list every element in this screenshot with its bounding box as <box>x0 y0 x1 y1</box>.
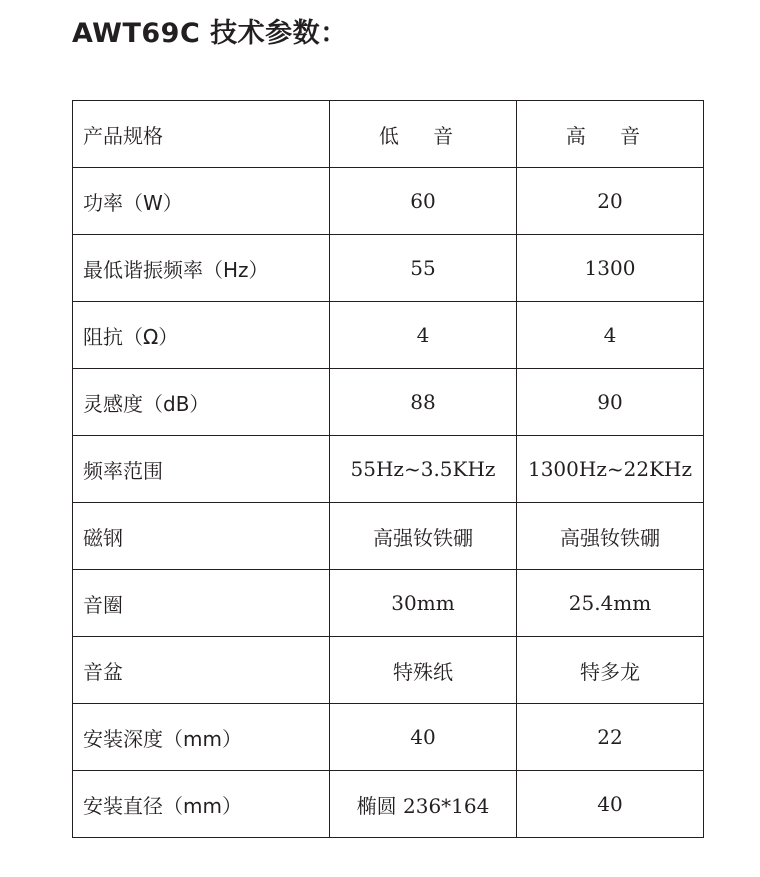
table-row <box>73 637 704 704</box>
low-value: 88 <box>330 369 517 436</box>
row-label: 磁钢 <box>73 503 330 570</box>
high-value: 90 <box>517 369 704 436</box>
low-value: 60 <box>330 168 517 235</box>
high-value: 特多龙 <box>517 637 704 704</box>
row-label: 频率范围 <box>73 436 330 503</box>
table-row <box>73 302 704 369</box>
spec-table <box>72 100 704 838</box>
row-label: 最低谐振频率（Hz） <box>73 235 330 302</box>
high-value: 25.4mm <box>517 570 704 637</box>
row-label: 灵感度（dB） <box>73 369 330 436</box>
table-row <box>73 436 704 503</box>
low-value: 55Hz~3.5KHz <box>330 436 517 503</box>
high-value: 1300Hz~22KHz <box>517 436 704 503</box>
high-value: 20 <box>517 168 704 235</box>
header-label-cell: 产品规格 <box>73 101 330 168</box>
table-header-row <box>73 101 704 168</box>
low-value: 椭圆 236*164 <box>330 771 517 838</box>
high-value: 22 <box>517 704 704 771</box>
row-label: 功率（W） <box>73 168 330 235</box>
table-row <box>73 503 704 570</box>
table-row <box>73 235 704 302</box>
low-value: 特殊纸 <box>330 637 517 704</box>
high-value: 4 <box>517 302 704 369</box>
row-label: 安装直径（mm） <box>73 771 330 838</box>
header-low-cell: 低 音 <box>330 101 517 168</box>
table-row <box>73 168 704 235</box>
low-value: 4 <box>330 302 517 369</box>
table-row <box>73 369 704 436</box>
page-title: AWT69C 技术参数： <box>72 18 348 49</box>
high-value: 40 <box>517 771 704 838</box>
low-value: 40 <box>330 704 517 771</box>
table-row <box>73 771 704 838</box>
row-label: 安装深度（mm） <box>73 704 330 771</box>
row-label: 音盆 <box>73 637 330 704</box>
high-value: 高强钕铁硼 <box>517 503 704 570</box>
table-row <box>73 704 704 771</box>
low-value: 30mm <box>330 570 517 637</box>
header-high-cell: 高 音 <box>517 101 704 168</box>
low-value: 高强钕铁硼 <box>330 503 517 570</box>
high-value: 1300 <box>517 235 704 302</box>
low-value: 55 <box>330 235 517 302</box>
row-label: 阻抗（Ω） <box>73 302 330 369</box>
row-label: 音圈 <box>73 570 330 637</box>
table-row <box>73 570 704 637</box>
